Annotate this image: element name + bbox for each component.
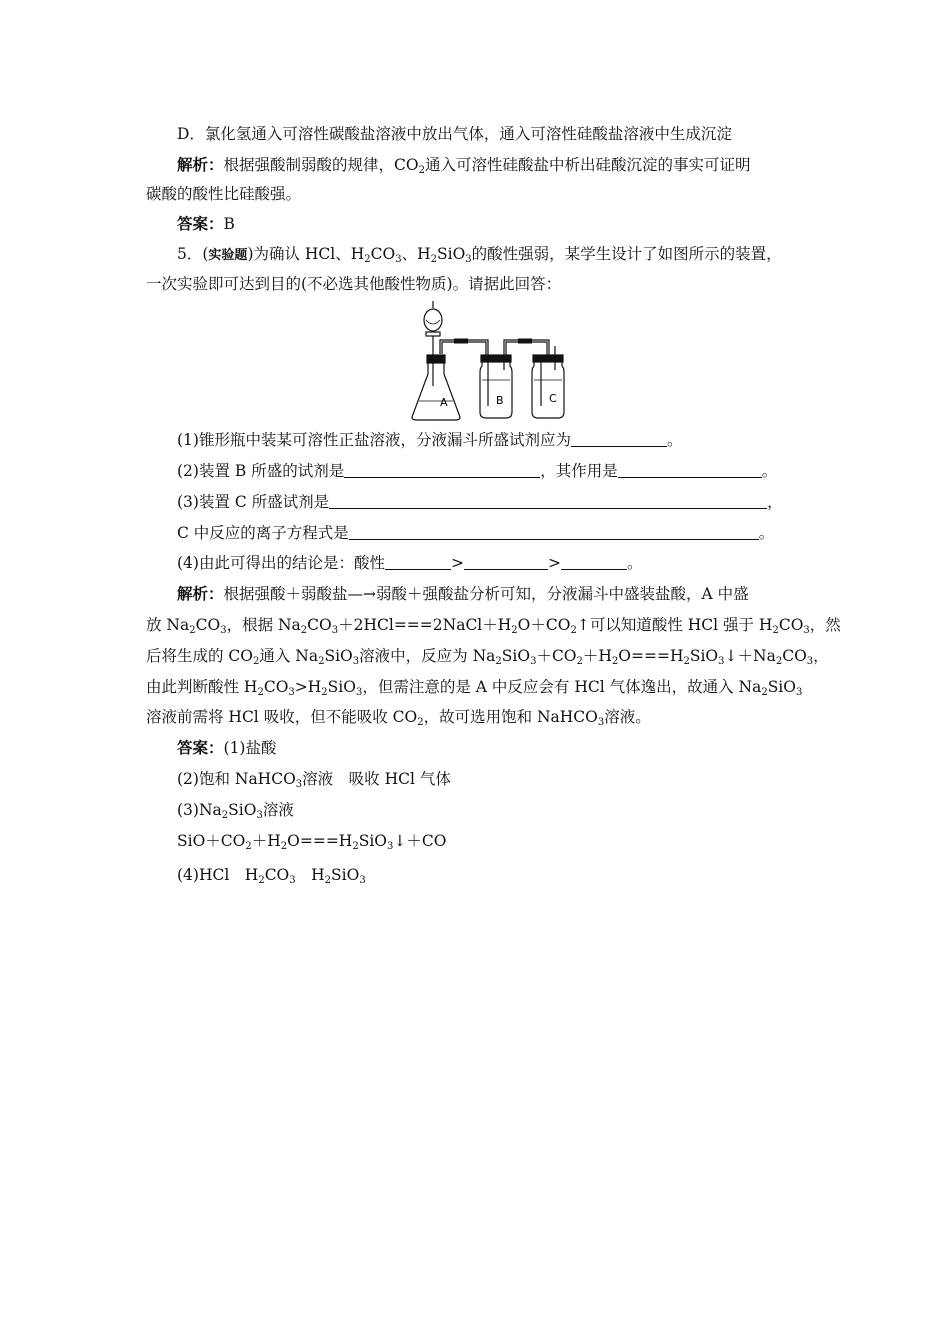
subscript: 3 <box>597 717 605 728</box>
analysis-1-line-2: 碳酸的酸性比硅酸强。 <box>146 185 302 203</box>
subscript: 3 <box>803 625 810 636</box>
label-a: A <box>440 396 448 409</box>
subscript: 3 <box>352 656 360 667</box>
text-run: (2)装置 B 所盛的试剂是 <box>177 462 345 480</box>
subscript: 3 <box>288 687 295 698</box>
text-run: 、H <box>401 245 431 263</box>
text-run: SiO <box>228 801 257 819</box>
text-run: C 中反应的离子方程式是 <box>177 524 349 542</box>
text-run: SiO <box>327 678 356 696</box>
answer-value: B <box>223 215 235 233</box>
answer-blank[interactable] <box>385 554 451 570</box>
subscript: 2 <box>683 656 690 667</box>
text-run: (3)Na <box>177 801 222 819</box>
text-run: ↓＋Na <box>724 647 776 665</box>
subscript: 3 <box>331 625 339 636</box>
text-run: CO <box>264 866 290 884</box>
subscript: 2 <box>576 656 583 667</box>
text-run: 由此判断酸性 H <box>146 678 258 696</box>
text-run: CO <box>778 616 804 634</box>
text-run: 溶液中，反应为 Na <box>359 647 496 665</box>
answer-1 <box>177 214 235 234</box>
text-run: ＋H <box>251 832 281 850</box>
text-run: (4)由此可得出的结论是：酸性 <box>177 554 385 572</box>
subscript: 3 <box>718 656 725 667</box>
analysis-2-line-5 <box>146 707 651 727</box>
text-run: (4)HCl H <box>177 866 259 884</box>
text-run: SiO <box>331 866 360 884</box>
subscript: 3 <box>806 656 814 667</box>
answer-blank[interactable] <box>349 524 759 540</box>
text-run: 。 <box>626 554 643 572</box>
text-run: 溶液。 <box>604 708 651 726</box>
text-run: 根据强酸＋弱酸盐—→弱酸＋强酸盐分析可知，分液漏斗中盛装盐酸，A 中盛 <box>223 585 749 603</box>
subscript: 2 <box>418 165 425 176</box>
answer-blank[interactable] <box>329 493 767 509</box>
text-run: O＋CO <box>517 616 571 634</box>
text-run: > <box>450 554 464 572</box>
subscript: 2 <box>253 656 260 667</box>
text-run: ，根据 Na <box>226 616 301 634</box>
subscript: 2 <box>257 687 264 698</box>
answer-blank[interactable] <box>464 554 548 570</box>
sub-question-3b <box>177 523 774 543</box>
apparatus-figure <box>404 300 586 426</box>
text-run: SiO <box>767 678 796 696</box>
text-run: CO <box>195 616 221 634</box>
analysis-label: 解析： <box>177 155 224 174</box>
text-run: ＋CO <box>536 647 577 665</box>
text-run: SiO <box>689 647 719 665</box>
sub-question-3 <box>177 492 783 512</box>
subscript: 3 <box>295 779 303 790</box>
text-run: (1)盐酸 <box>223 739 277 757</box>
analysis-label: 解析： <box>177 584 224 603</box>
text-run: O===H <box>618 647 684 665</box>
sub-question-2 <box>177 461 777 481</box>
subscript: 2 <box>495 656 502 667</box>
text-run: ， <box>813 647 829 665</box>
bottle-b-stopper <box>481 355 511 362</box>
subscript: 2 <box>772 625 779 636</box>
text-run: ↓＋CO <box>393 832 447 850</box>
text-run: ↑可以知道酸性 HCl 强于 H <box>576 616 773 634</box>
subscript: 2 <box>324 875 332 886</box>
text-run: (2)饱和 NaHCO <box>177 770 296 788</box>
sub-question-4 <box>177 553 642 573</box>
subscript: 2 <box>364 254 371 265</box>
text-run: 。 <box>758 524 775 542</box>
subscript: 2 <box>258 875 265 886</box>
text-run: 的酸性强弱，某学生设计了如图所示的装置， <box>471 245 782 263</box>
text-run: > <box>547 554 561 572</box>
answer-2-line-5 <box>177 865 366 885</box>
answer-2-line-1 <box>177 738 276 758</box>
subscript: 2 <box>611 656 619 667</box>
text-run: 溶液前需将 HCl 吸收，但不能吸收 CO <box>146 708 418 726</box>
subscript: 2 <box>352 841 359 852</box>
subscript: 2 <box>245 841 252 852</box>
subscript: 2 <box>318 656 325 667</box>
subscript: 2 <box>300 625 308 636</box>
subscript: 2 <box>417 717 424 728</box>
analysis-2-line-4 <box>146 677 802 697</box>
text-run: >H <box>294 678 322 696</box>
text-run: 放 Na <box>146 616 190 634</box>
text-run: (1)锥形瓶中装某可溶性正盐溶液，分液漏斗所盛试剂应为 <box>177 431 571 449</box>
answer-blank[interactable] <box>344 462 540 478</box>
subscript: 2 <box>280 841 288 852</box>
text-run: CO <box>307 616 332 634</box>
subscript: 3 <box>795 687 803 698</box>
subscript: 3 <box>395 254 402 265</box>
option-d: D．氯化氢通入可溶性碳酸盐溶液中放出气体，通入可溶性硅酸盐溶液中生成沉淀 <box>177 125 732 143</box>
subscript: 3 <box>387 841 394 852</box>
funnel-stopcock <box>426 332 440 336</box>
apparatus-diagram <box>404 300 586 426</box>
text-run: 。 <box>761 462 778 480</box>
subscript: 3 <box>220 625 227 636</box>
analysis-1-line-1 <box>177 155 750 175</box>
subscript: 2 <box>761 687 768 698</box>
subscript: 2 <box>775 656 783 667</box>
text-run: ＋H <box>582 647 612 665</box>
text-run: SiO <box>324 647 353 665</box>
text-run: CO <box>782 647 807 665</box>
text-run: ， <box>767 493 783 511</box>
text-run: 溶液 吸收 HCl 气体 <box>302 770 451 788</box>
analysis-2-line-3 <box>146 646 829 666</box>
text-run: 通入 Na <box>259 647 319 665</box>
text-run: O===H <box>287 832 353 850</box>
text-run: ，故可选用饱和 NaHCO <box>423 708 598 726</box>
question-5-line-2: 一次实验即可达到目的(不必选其他酸性物质)。请据此回答： <box>146 275 562 293</box>
subscript: 3 <box>355 687 363 698</box>
subscript: 3 <box>359 875 366 886</box>
subscript: 2 <box>321 687 328 698</box>
text-run: SiO＋CO <box>177 832 246 850</box>
text-run: SiO <box>501 647 531 665</box>
flask-a-stopper <box>427 355 445 363</box>
text-run: ，其作用是 <box>540 462 618 480</box>
text-run: (3)装置 C 所盛试剂是 <box>177 493 330 511</box>
label-b: B <box>496 394 504 407</box>
subscript: 2 <box>511 625 518 636</box>
text-run: )为确认 HCl、H <box>247 245 365 263</box>
question-tag: 实验题 <box>208 248 248 263</box>
text-run: ，然 <box>809 616 841 634</box>
subscript: 3 <box>530 656 537 667</box>
answer-2-line-2 <box>177 769 451 789</box>
subscript: 3 <box>256 810 263 821</box>
answer-blank[interactable] <box>618 462 762 478</box>
funnel-bulb <box>424 309 442 331</box>
answer-blank[interactable] <box>571 431 667 447</box>
analysis-2-line-1 <box>177 584 749 604</box>
bottle-b <box>480 360 512 418</box>
subscript: 3 <box>465 254 472 265</box>
sub-question-1 <box>177 430 682 450</box>
text-run: ，但需注意的是 A 中反应会有 HCl 气体逸出，故通入 Na <box>362 678 762 696</box>
text-run: CO <box>370 245 396 263</box>
text-run: SiO <box>358 832 387 850</box>
question-5-line-1 <box>177 244 782 266</box>
analysis-2-line-2 <box>146 615 841 635</box>
subscript: 2 <box>430 254 437 265</box>
text-run: SiO <box>437 245 466 263</box>
answer-label: 答案： <box>177 214 224 233</box>
answer-2-line-3 <box>177 800 294 820</box>
text-run: ＋2HCl===2NaCl＋H <box>338 616 512 634</box>
text-run: 根据强酸制弱酸的规律，CO <box>223 156 419 174</box>
answer-blank[interactable] <box>561 554 627 570</box>
text-run: 后将生成的 CO <box>146 647 253 665</box>
text-run: 通入可溶性硅酸盐中析出硅酸沉淀的事实可证明 <box>424 156 751 174</box>
bottle-c <box>532 360 564 418</box>
text-run: 溶液 <box>262 801 294 819</box>
bottle-c-stopper <box>533 355 563 362</box>
question-number: 5．( <box>177 245 209 263</box>
text-run: CO <box>263 678 289 696</box>
subscript: 2 <box>221 810 229 821</box>
subscript: 3 <box>289 875 296 886</box>
flask-a <box>412 358 460 420</box>
text-run: 。 <box>666 431 683 449</box>
label-c: C <box>549 392 557 405</box>
subscript: 2 <box>570 625 577 636</box>
text-run: H <box>295 866 325 884</box>
answer-label: 答案： <box>177 738 224 757</box>
subscript: 2 <box>189 625 196 636</box>
answer-2-line-4 <box>177 831 446 851</box>
